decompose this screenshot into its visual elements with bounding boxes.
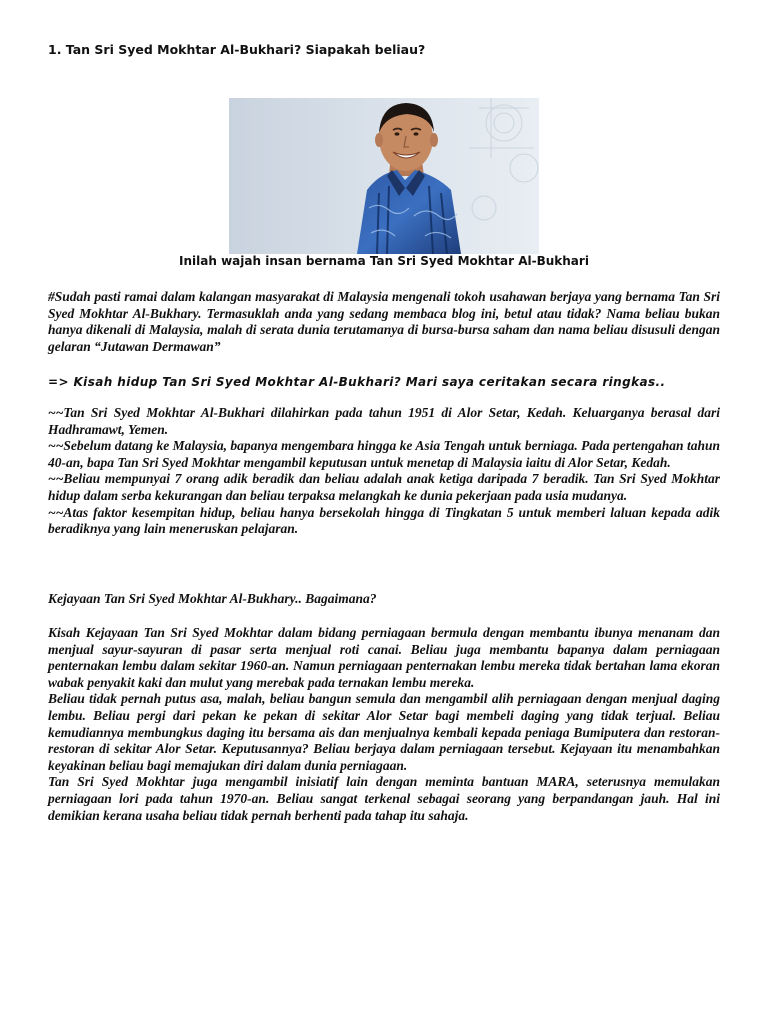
story-heading: => Kisah hidup Tan Sri Syed Mokhtar Al-Bukhari? Mari saya ceritakan secara ringkas..	[48, 375, 666, 389]
intro-text: #Sudah pasti ramai dalam kalangan masyarakat di Malaysia mengenali tokoh usahawan berjaya yang bernama Tan Sri Syed Mokhtar Al-Bukhary. Termasuklah anda yang sedang membaca blog ini, betul atau tidak? Nama beliau bukan hanya dikenali di Malaysia, malah di serata dunia terutamanya di bursa-bursa saham dan nama beliau disusuli dengan gelaran “Jutawan Dermawan”	[48, 289, 720, 354]
success-paragraph: Tan Sri Syed Mokhtar juga mengambil inisiatif lain dengan meminta bantuan MARA, seterusnya memulakan perniagaan lori pada tahun 1970-an. Beliau sangat terkenal sebagai seorang yang berpandangan jauh. Hal ini demikian kerana usaha beliau tidak pernah berhenti pada tahap itu sahaja.	[48, 774, 720, 823]
success-heading: Kejayaan Tan Sri Syed Mokhtar Al-Bukhary.. Bagaimana?	[48, 591, 377, 606]
bio-paragraph: ~~Atas faktor kesempitan hidup, beliau hanya bersekolah hingga di Tingkatan 5 untuk memberi laluan kepada adik beradiknya yang lain meneruskan pelajaran.	[48, 504, 720, 537]
success-section	[48, 625, 720, 824]
intro-paragraph	[48, 289, 720, 355]
success-paragraph: Kisah Kejayaan Tan Sri Syed Mokhtar dalam bidang perniagaan bermula dengan membantu ibunya menanam dan menjual sayur-sayuran di pasar serta menjual roti canai. Beliau juga membantu bapanya dalam perniagaan penternakan lembu dalam sekitar 1960-an. Namun perniagaan penternakan lembu mereka tidak bertahan lama ekoran wabak penyakit kaki dan mulut yang merebak pada ternakan lembu mereka.	[48, 625, 720, 690]
success-paragraph: Beliau tidak pernah putus asa, malah, beliau bangun semula dan mengambil alih perniagaan dengan menjual daging lembu. Beliau pergi dari pekan ke pekan di sekitar Alor Setar bagi membeli daging yang tidak terjual. Beliau kemudiannya membungkus daging itu bersama ais dan menjualnya kembali kepada peniaga Bumiputera dan restoran-restoran di sekitar Alor Setar. Keputusannya? Beliau berjaya dalam perniagaan tersebut. Kejayaan itu menambahkan keyakinan beliau bagi memajukan diri dalam dunia perniagaan.	[48, 691, 720, 773]
photo-caption: Inilah wajah insan bernama Tan Sri Syed Mokhtar Al-Bukhari	[179, 254, 589, 268]
bio-paragraph: ~~Sebelum datang ke Malaysia, bapanya mengembara hingga ke Asia Tengah untuk berniaga. Pada pertengahan tahun 40-an, bapa Tan Sri Syed Mokhtar mengambil keputusan untuk menetap di Malaysia iaitu di Alor Setar, Kedah.	[48, 438, 720, 470]
biography-section	[48, 405, 720, 538]
bio-paragraph: ~~Beliau mempunyai 7 orang adik beradik dan beliau adalah anak ketiga daripada 7 beradik. Tan Sri Syed Mokhtar hidup dalam serba kekurangan dan beliau terpaksa melangkah ke dunia pekerjaan pada usia mudanya.	[48, 471, 720, 503]
bio-paragraph: ~~Tan Sri Syed Mokhtar Al-Bukhari dilahirkan pada tahun 1951 di Alor Setar, Kedah. Keluarganya berasal dari Hadhramawt, Yemen.	[48, 405, 720, 437]
section-heading: 1. Tan Sri Syed Mokhtar Al-Bukhari? Siapakah beliau?	[48, 42, 426, 57]
portrait-photo	[229, 98, 539, 254]
